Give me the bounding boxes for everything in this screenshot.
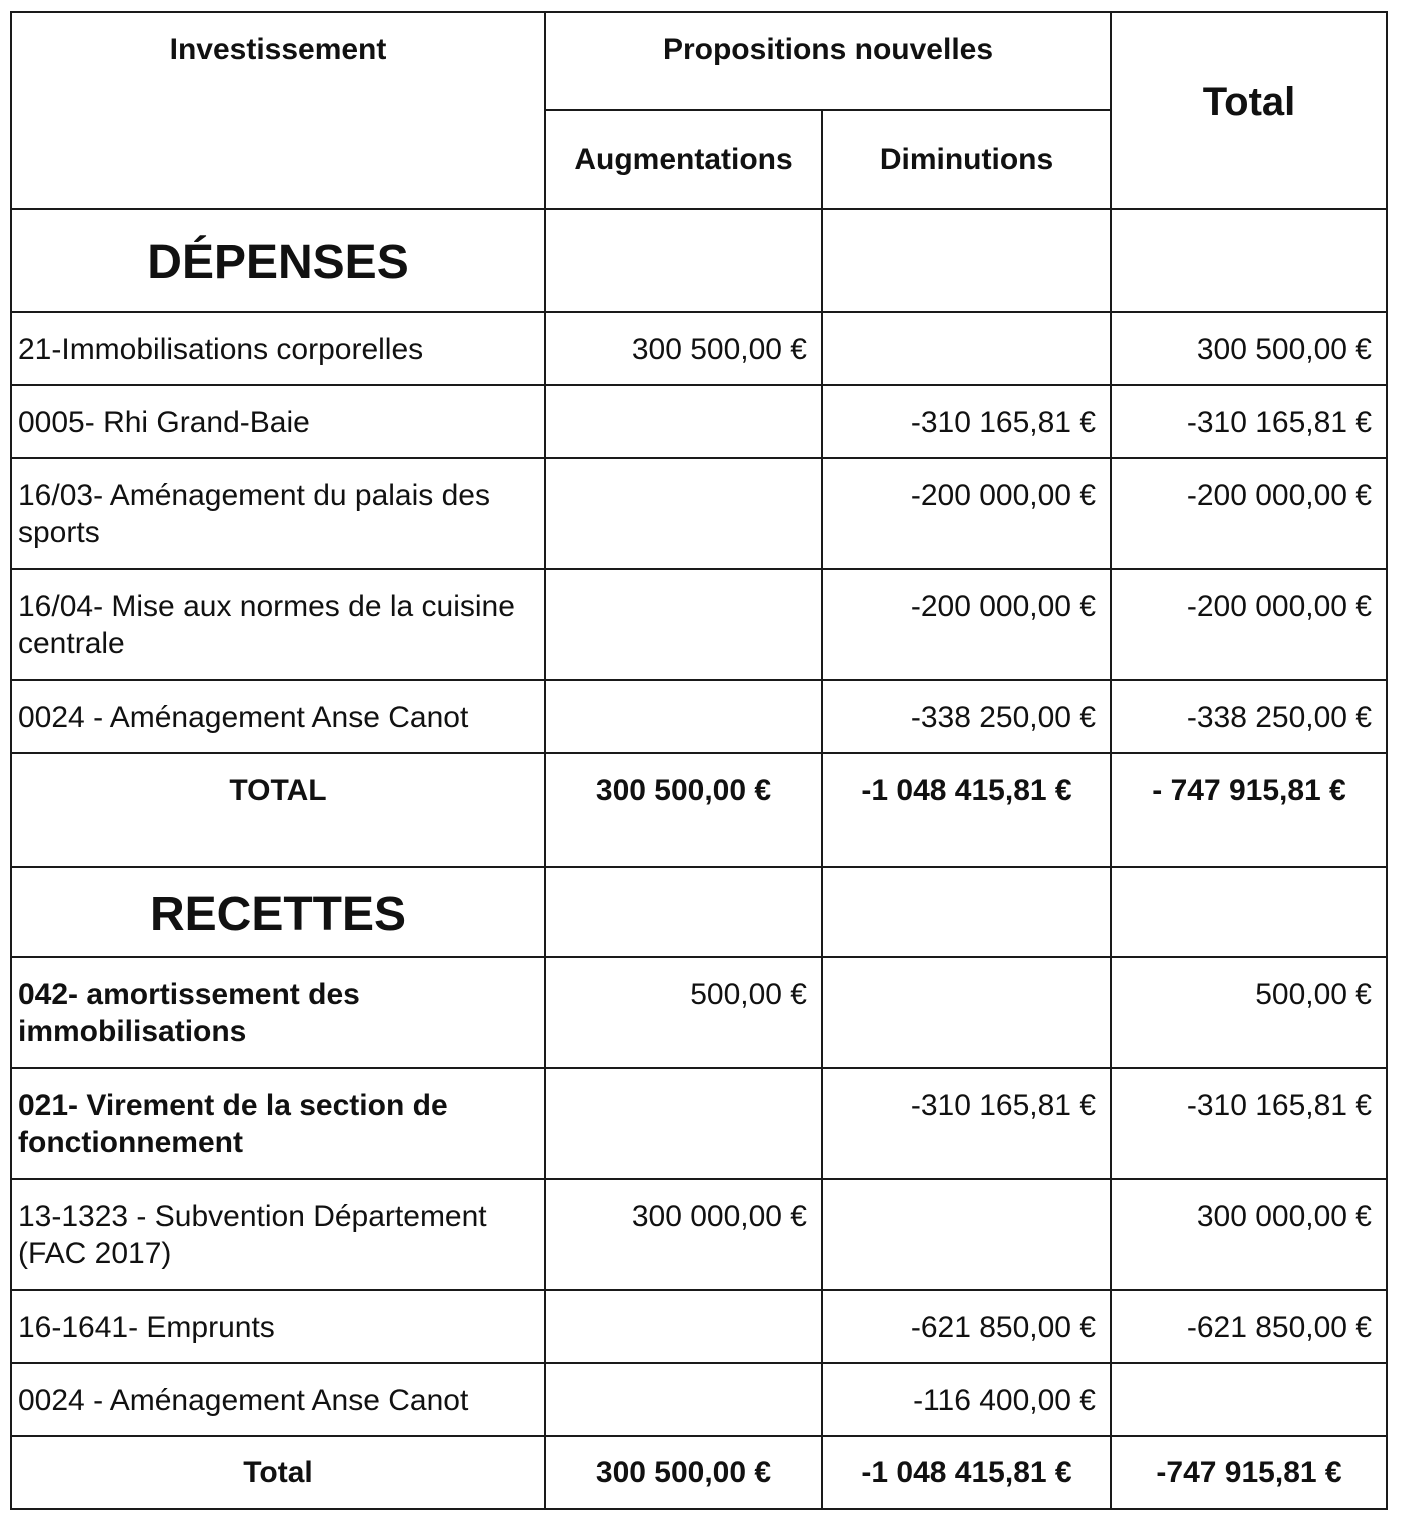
total-row-depenses xyxy=(11,753,1387,867)
row-diminution: -621 850,00 € xyxy=(822,1290,1111,1363)
row-total: -338 250,00 € xyxy=(1111,680,1387,753)
row-augmentation xyxy=(545,680,822,753)
table-row xyxy=(11,1290,1387,1363)
table-row xyxy=(11,385,1387,458)
row-total: -310 165,81 € xyxy=(1111,1068,1387,1179)
table-row xyxy=(11,458,1387,569)
row-label: 16/03- Aménagement du palais des sports xyxy=(11,458,545,569)
row-augmentation: 300 500,00 € xyxy=(545,312,822,385)
total-diminution: -1 048 415,81 € xyxy=(822,753,1111,867)
table-row xyxy=(11,1179,1387,1290)
header-diminutions: Diminutions xyxy=(822,110,1111,209)
row-augmentation xyxy=(545,1290,822,1363)
row-diminution: -310 165,81 € xyxy=(822,1068,1111,1179)
row-diminution: -338 250,00 € xyxy=(822,680,1111,753)
row-augmentation xyxy=(545,458,822,569)
row-total: -310 165,81 € xyxy=(1111,385,1387,458)
row-augmentation: 300 000,00 € xyxy=(545,1179,822,1290)
row-label: 0024 - Aménagement Anse Canot xyxy=(11,680,545,753)
table-row xyxy=(11,680,1387,753)
row-augmentation xyxy=(545,1068,822,1179)
table-row xyxy=(11,1363,1387,1436)
row-label: 042- amortissement des immobilisations xyxy=(11,957,545,1068)
total-augmentation: 300 500,00 € xyxy=(545,1436,822,1509)
total-total: - 747 915,81 € xyxy=(1111,753,1387,867)
row-diminution: -310 165,81 € xyxy=(822,385,1111,458)
row-diminution: -200 000,00 € xyxy=(822,569,1111,680)
row-augmentation xyxy=(545,1363,822,1436)
section-row-depenses xyxy=(11,209,1387,312)
row-label: 13-1323 - Subvention Département (FAC 2017) xyxy=(11,1179,545,1290)
row-diminution xyxy=(822,312,1111,385)
row-total: 300 000,00 € xyxy=(1111,1179,1387,1290)
total-augmentation: 300 500,00 € xyxy=(545,753,822,867)
row-label: 16/04- Mise aux normes de la cuisine centrale xyxy=(11,569,545,680)
total-label: TOTAL xyxy=(11,753,545,867)
section-title-recettes: RECETTES xyxy=(11,867,545,957)
row-total: -200 000,00 € xyxy=(1111,458,1387,569)
row-total: -621 850,00 € xyxy=(1111,1290,1387,1363)
header-investissement: Investissement xyxy=(11,12,545,209)
row-augmentation: 500,00 € xyxy=(545,957,822,1068)
total-total: -747 915,81 € xyxy=(1111,1436,1387,1509)
row-diminution: -200 000,00 € xyxy=(822,458,1111,569)
header-total: Total xyxy=(1111,12,1387,209)
total-row-recettes xyxy=(11,1436,1387,1509)
row-diminution xyxy=(822,957,1111,1068)
header-propositions-nouvelles: Propositions nouvelles xyxy=(545,12,1111,110)
row-total xyxy=(1111,1363,1387,1436)
total-label: Total xyxy=(11,1436,545,1509)
row-total: 300 500,00 € xyxy=(1111,312,1387,385)
row-label: 0024 - Aménagement Anse Canot xyxy=(11,1363,545,1436)
row-augmentation xyxy=(545,569,822,680)
table-row xyxy=(11,569,1387,680)
budget-table xyxy=(10,11,1388,1510)
row-diminution xyxy=(822,1179,1111,1290)
row-total: -200 000,00 € xyxy=(1111,569,1387,680)
table-row xyxy=(11,1068,1387,1179)
row-label: 021- Virement de la section de fonctionnement xyxy=(11,1068,545,1179)
section-row-recettes xyxy=(11,867,1387,957)
header-augmentations: Augmentations xyxy=(545,110,822,209)
row-total: 500,00 € xyxy=(1111,957,1387,1068)
table-row xyxy=(11,312,1387,385)
row-label: 21-Immobilisations corporelles xyxy=(11,312,545,385)
row-diminution: -116 400,00 € xyxy=(822,1363,1111,1436)
section-title-depenses: DÉPENSES xyxy=(11,209,545,312)
row-label: 0005- Rhi Grand-Baie xyxy=(11,385,545,458)
table-row xyxy=(11,957,1387,1068)
row-label: 16-1641- Emprunts xyxy=(11,1290,545,1363)
row-augmentation xyxy=(545,385,822,458)
total-diminution: -1 048 415,81 € xyxy=(822,1436,1111,1509)
